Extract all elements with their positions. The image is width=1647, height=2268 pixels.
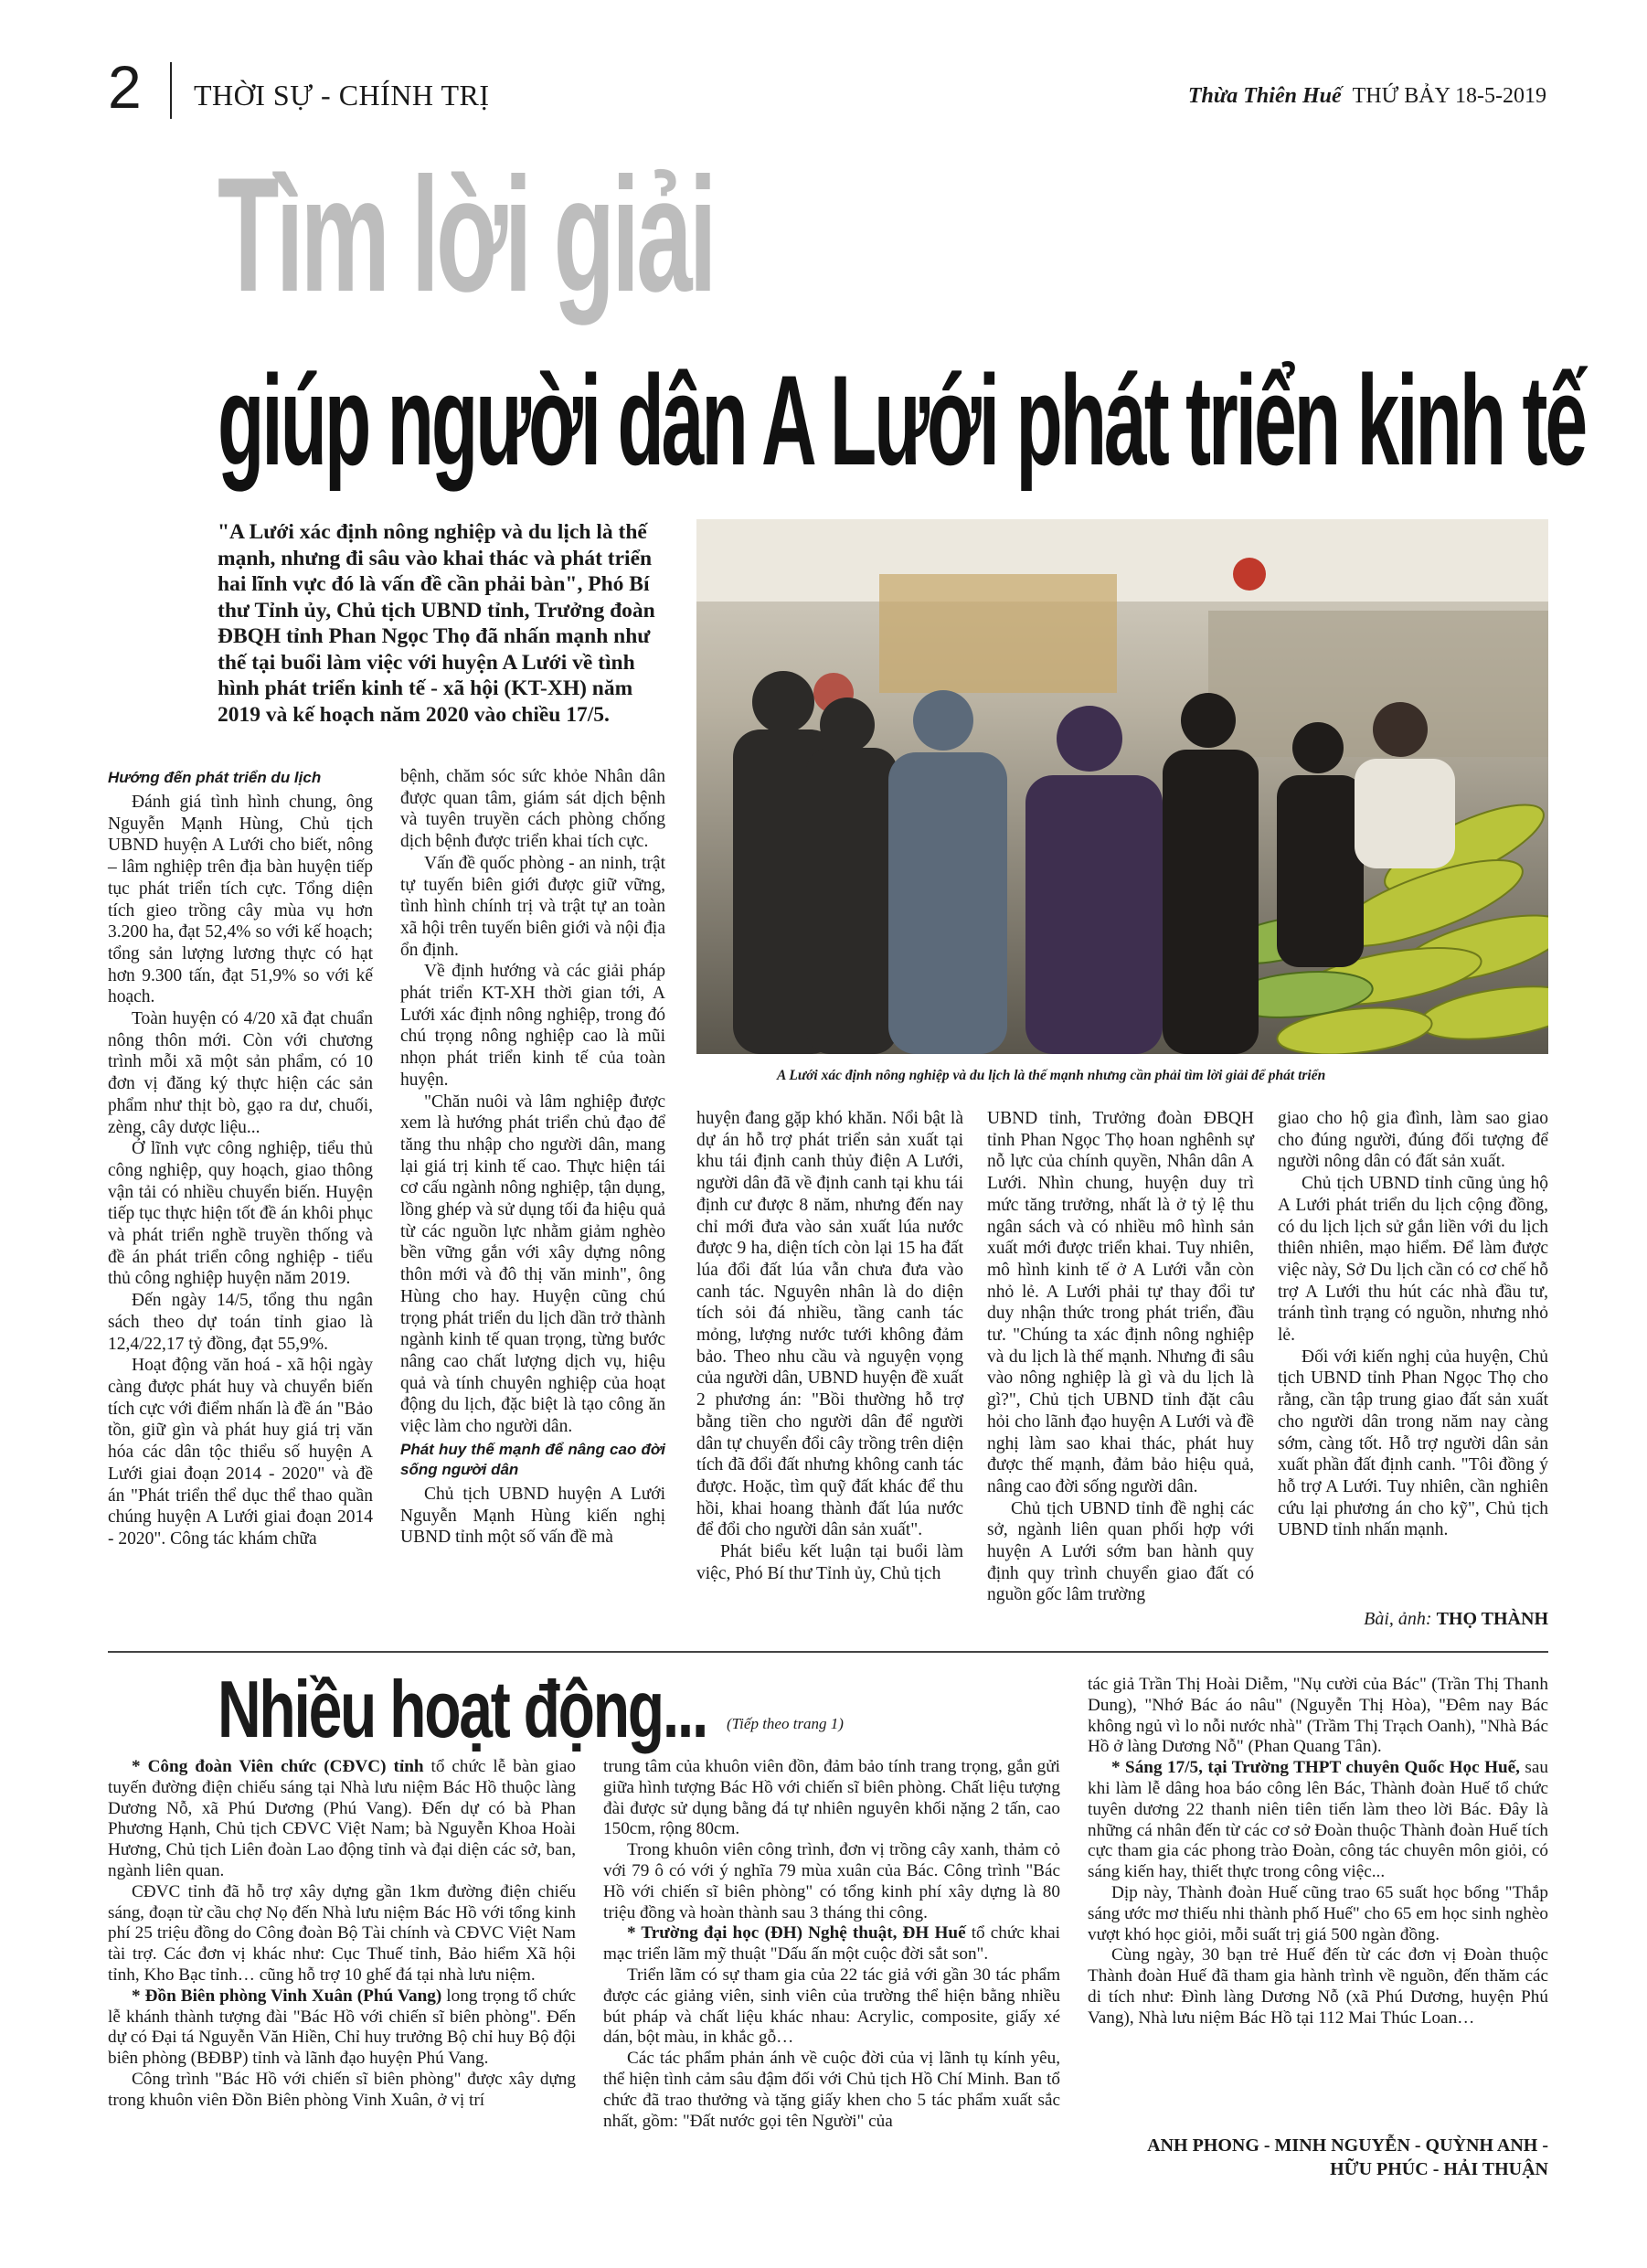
activities-column-2 <box>603 1757 1060 2132</box>
paragraph <box>1088 1945 1548 2028</box>
paragraph-text: Dịp này, Thành đoàn Huế cũng trao 65 suất học bổng "Thắp sáng ước mơ thiếu nhi thành phố Huế" cho 65 em học sinh nghèo vượt khó học giỏi, mỗi suất trị giá 500 ngàn đồng. <box>1088 1882 1548 1944</box>
paragraph: bệnh, chăm sóc sức khỏe Nhân dân được quan tâm, giám sát dịch bệnh và tuyên truyền cách phòng chống dịch bệnh được triển khai tích cực. <box>400 767 665 852</box>
paragraph <box>1088 1883 1548 1945</box>
paragraph-text: tổ chức lễ bàn giao tuyến đường điện chiếu sáng tại Nhà lưu niệm Bác Hồ thuộc làng Dương Nỗ, xã Phú Dương (Phú Vang). Đến dự có bà Phan Phương Hạnh, Chủ tịch CĐVC Việt Nam; bà Nguyễn Khoa Hoài Hương, Chủ tịch Liên đoàn Lao động tỉnh và đại diện các sở, ban, ngành liên quan. <box>108 1757 576 1880</box>
photo-caption: A Lưới xác định nông nghiệp và du lịch là thế mạnh nhưng cần phải tìm lời giải để phát triển <box>777 1068 1326 1083</box>
authors-line-1: ANH PHONG - MINH NGUYỄN - QUỲNH ANH - <box>1147 2135 1548 2156</box>
continued-note: (Tiếp theo trang 1) <box>727 1715 844 1732</box>
paragraph <box>108 2070 576 2112</box>
paragraph <box>1088 1675 1548 1758</box>
subheading-strengths: Phát huy thế mạnh để nâng cao đời sống người dân <box>400 1440 665 1478</box>
paragraph-text: long trọng tổ chức lễ khánh thành tượng đài "Bác Hồ với chiến sĩ biên phòng". Đến dự có Đại tá Nguyễn Văn Hiền, Chỉ huy trưởng Bộ chỉ huy Bộ đội biên phòng (BĐBP) tỉnh và lãnh đạo huyện Phú Vang. <box>108 1986 576 2069</box>
paragraph: Hoạt động văn hoá - xã hội ngày càng được phát huy và chuyển biến tích cực với điểm nhấn là đề án "Bảo tồn, giữ gìn và phát huy giá trị văn hóa các dân tộc thiểu số huyện A Lưới giai đoạn 2014 - 2020" và đề án "Phát triển thể dục thể thao quần chúng huyện A Lưới giai đoạn 2014 - 2020". Công tác khám chữa <box>108 1356 373 1549</box>
paragraph-text: Triển lãm có sự tham gia của 22 tác giả với gần 30 tác phẩm được các giảng viên, sinh viên của trường thể hiện bằng nhiều bút pháp và chất liệu khác nhau: Acrylic, composite, giấy xé dán, bột màu, in khắc gỗ… <box>603 1965 1060 2048</box>
paper-name: Thừa Thiên Huế <box>1187 84 1342 108</box>
article-column-2 <box>400 766 665 1549</box>
paragraph: Phát biểu kết luận tại buổi làm việc, Phó Bí thư Tỉnh ủy, Chủ tịch <box>696 1542 963 1583</box>
paragraph <box>108 1882 576 1986</box>
article-divider <box>108 1651 1548 1653</box>
paragraph: Chủ tịch UBND huyện A Lưới Nguyễn Mạnh Hùng kiến nghị UBND tỉnh một số vấn đề mà <box>400 1484 665 1548</box>
article-column-5 <box>1278 1108 1548 1541</box>
headline-line1: Tìm lời giải <box>218 144 714 325</box>
activities-column-3 <box>1088 1675 1548 2029</box>
paragraph <box>1088 1758 1548 1883</box>
paragraph-text: CĐVC tỉnh đã hỗ trợ xây dựng gần 1km đường điện chiếu sáng, đoạn từ cầu chợ Nọ đến Nhà lưu niệm Bác Hồ với tổng kinh phí 25 triệu đồng do Công đoàn Bộ Tài chính và CĐVC Việt Nam tài trợ. Các đơn vị khác như: Cục Thuế tỉnh, Bảo hiểm Xã hội tỉnh, Kho Bạc tỉnh… cũng hỗ trợ 10 ghế đá tại nhà lưu niệm. <box>108 1881 576 1985</box>
paragraph: UBND tỉnh, Trưởng đoàn ĐBQH tỉnh Phan Ngọc Thọ hoan nghênh sự nỗ lực của chính quyền, Nhân dân A Lưới. Nhìn chung, huyện duy trì mức tăng trưởng, nhất là ở tỷ lệ thu ngân sách và có nhiều mô hình sản xuất mới được triển khai. Tuy nhiên, mô hình kinh tế ở A Lưới vẫn còn nhỏ lẻ. A Lưới phải tự thay đổi tư duy nhận thức trong phát triển, đầu tư. "Chúng ta xác định nông nghiệp và du lịch là thế mạnh. Nhưng đi sâu vào nông nghiệp là gì và du lịch là gì?", Chủ tịch UBND tỉnh đặt câu hỏi cho lãnh đạo huyện A Lưới và đề nghị làm sao khai thác, phát huy được thế mạnh, đảm bảo hiệu quả, nâng cao đời sống người dân. <box>987 1109 1254 1496</box>
activities-column-1 <box>108 1757 576 2112</box>
activities-authors <box>1147 2134 1548 2181</box>
article-column-1 <box>108 766 373 1550</box>
paragraph-text: trung tâm của khuôn viên đồn, đảm bảo tính trang trọng, gắn gửi giữa hình tượng Bác Hồ với chiến sĩ biên phòng. Chất liệu tượng đài được sử dụng bằng đá tự nhiên nguyên khối nặng 2 tấn, cao 150cm, rộng 80cm. <box>603 1757 1060 1839</box>
paragraph <box>603 1840 1060 1923</box>
headline-activities: Nhiều hoạt động... <box>218 1664 707 1754</box>
market-scene-illustration <box>696 519 1548 1054</box>
article-sapo: "A Lưới xác định nông nghiệp và du lịch là thế mạnh, nhưng đi sâu vào khai thác và phát triển hai lĩnh vực đó là vấn đề cần phải bàn", Phó Bí thư Tỉnh ủy, Chủ tịch UBND tỉnh, Trưởng đoàn ĐBQH tỉnh Phan Ngọc Thọ đã nhấn mạnh như thế tại buổi làm việc với huyện A Lưới về tình hình phát triển kinh tế - xã hội (KT-XH) năm 2019 và kế hoạch năm 2020 vào chiều 17/5. <box>218 520 655 727</box>
paragraph-lead: * Sáng 17/5, tại Trường THPT chuyên Quốc Học Huế, <box>1111 1758 1520 1778</box>
article-column-4 <box>987 1108 1254 1606</box>
masthead <box>1188 84 1546 109</box>
byline-author: THỌ THÀNH <box>1436 1609 1548 1629</box>
paragraph <box>603 2049 1060 2132</box>
paragraph-text: Công trình "Bác Hồ với chiến sĩ biên phòng" được xây dựng trong khuôn viên Đồn Biên phòng Vinh Xuân, ở vị trí <box>108 2069 576 2110</box>
paragraph: "Chăn nuôi và lâm nghiệp được xem là hướng phát triển chủ đạo để tăng thu nhập cho người dân, mang lại giá trị kinh tế cao. Thực hiện tái cơ cấu ngành nông nghiệp, tận dụng, lồng ghép và sử dụng tối đa hiệu quả từ các nguồn lực nhằm giảm nghèo bền vững gắn với xây dựng nông thôn mới và đô thị văn minh", ông Hùng cho hay. Huyện cũng chú trọng phát triển du lịch dần trở thành ngành kinh tế quan trọng, từng bước nâng cao chất lượng dịch vụ, hiệu quả và tính chuyên nghiệp của hoạt động du lịch, đặc biệt là tạo công ăn việc làm cho người dân. <box>400 1091 665 1437</box>
byline-prefix: Bài, ảnh: <box>1364 1609 1432 1629</box>
paragraph: Chủ tịch UBND tỉnh đề nghị các sở, ngành liên quan phối hợp với huyện A Lưới sớm ban hành quy định quy trình chuyển giao đất có nguồn gốc lâm trường <box>987 1498 1254 1605</box>
paragraph: Đến ngày 14/5, tổng thu ngân sách theo dự toán tỉnh giao là 12,4/22,17 tỷ đồng, đạt 55,9%. <box>108 1291 373 1354</box>
article-photo <box>696 519 1548 1054</box>
subheading-tourism: Hướng đến phát triển du lịch <box>108 769 322 786</box>
paragraph <box>603 1923 1060 1965</box>
page-number: 2 <box>108 53 142 121</box>
paragraph-text: Các tác phẩm phản ánh về cuộc đời của vị lãnh tụ kính yêu, thể hiện tình cảm sâu đậm đối với Chủ tịch Hồ Chí Minh. Ban tổ chức đã trao thưởng và tặng giấy khen cho 5 tác phẩm xuất sắc nhất, gồm: "Đất nước gọi tên Người" của <box>603 2049 1060 2131</box>
paragraph-text: Cùng ngày, 30 bạn trẻ Huế đến từ các đơn vị Đoàn thuộc Thành đoàn Huế đã tham gia hành trình về nguồn, đến thăm các di tích như: Đình làng Dương Nỗ (xã Phú Dương, huyện Phú Vang), Nhà lưu niệm Bác Hồ tại 112 Mai Thúc Loan… <box>1088 1945 1548 2028</box>
paragraph-text: Trong khuôn viên công trình, đơn vị trồng cây xanh, thảm cỏ với 79 ô có với ý nghĩa 79 mùa xuân của Bác. Công trình "Bác Hồ với chiến sĩ biên phòng" có tổng kinh phí xây dựng là 80 triệu đồng và hoàn thành sau 3 tháng thi công. <box>603 1840 1060 1922</box>
article-column-3 <box>696 1108 963 1584</box>
paragraph-text: tác giả Trần Thị Hoài Diễm, "Nụ cười của Bác" (Trần Thị Thanh Dung), "Nhớ Bác áo nâu" (Nguyễn Thị Hòa), "Đêm nay Bác không ngủ vì lo nỗi nước nhà" (Trầm Thị Trạch Oanh), "Nhà Bác Hồ ở làng Dương Nỗ" (Phan Quang Tân). <box>1088 1675 1548 1757</box>
paragraph-text: tổ chức khai mạc triển lãm mỹ thuật "Dấu ấn một cuộc đời sắt son". <box>603 1923 1060 1965</box>
paragraph-lead: * Đồn Biên phòng Vinh Xuân (Phú Vang) <box>132 1986 442 2006</box>
headline-line2: giúp người dân A Lưới phát triển kinh tế <box>218 348 1586 492</box>
paragraph: Vấn đề quốc phòng - an ninh, trật tự tuyến biên giới được giữ vững, tình hình chính trị và trật tự an toàn xã hội trên tuyến biên giới và nội địa ổn định. <box>400 853 665 960</box>
issue-date: THỨ BẢY 18-5-2019 <box>1352 84 1546 108</box>
paragraph <box>108 1986 576 2070</box>
paragraph: Đối với kiến nghị của huyện, Chủ tịch UBND tỉnh Phan Ngọc Thọ cho rằng, cần tập trung giao đất sản xuất cho người dân trong năm nay càng sớm, càng tốt. Hỗ trợ người dân sản xuất phần đất định canh. "Tôi đồng ý hỗ trợ A Lưới. Tuy nhiên, cần nghiên cứu lại phương án cho kỹ", Chủ tịch UBND tỉnh nhấn mạnh. <box>1278 1347 1548 1540</box>
paragraph-lead: * Công đoàn Viên chức (CĐVC) tỉnh <box>132 1757 424 1776</box>
byline <box>1364 1609 1548 1630</box>
paragraph: huyện đang gặp khó khăn. Nổi bật là dự án hỗ trợ phát triển sản xuất tại khu tái định canh thủy điện A Lưới, người dân đã về định canh tại khu tái định cư được 8 năm, nhưng đến nay chỉ mới đưa vào sản xuất lúa nước được 9 ha, diện tích còn lại 15 ha đất lúa đổi đất lúa vẫn chưa đưa vào canh tác. Nguyên nhân là do diện tích sỏi đá nhiều, tầng canh tác mỏng, lượng nước tưới không đảm bảo. Theo nhu cầu và nguyện vọng của người dân, UBND huyện đề xuất 2 phương án: "Bồi thường hỗ trợ bằng tiền cho người dân để người dân tự chuyển đổi cây trồng trên diện tích đã đổi đất nhưng không canh tác được. Hoặc, tìm quỹ đất khác để thu hồi, khai hoang thành đất lúa nước để đổi cho người dân sản xuất". <box>696 1109 963 1540</box>
paragraph: giao cho hộ gia đình, làm sao giao cho đúng người, đúng đối tượng để người nông dân có đất sản xuất. <box>1278 1109 1548 1172</box>
paragraph: Về định hướng và các giải pháp phát triển KT-XH thời gian tới, A Lưới xác định nông nghiệp, trong đó chú trọng nông nghiệp cao là mũi nhọn phát triển kinh tế của toàn huyện. <box>400 962 665 1090</box>
paragraph <box>603 1757 1060 1840</box>
paragraph <box>603 1965 1060 2049</box>
authors-line-2: HỮU PHÚC - HẢI THUẬN <box>1330 2159 1548 2179</box>
section-title: THỜI SỰ - CHÍNH TRỊ <box>194 79 490 112</box>
paragraph: Đánh giá tình hình chung, ông Nguyễn Mạnh Hùng, Chủ tịch UBND huyện A Lưới cho biết, nông – lâm nghiệp trên địa bàn huyện tiếp tục phát triển tích cực. Tổng diện tích gieo trồng cây mùa vụ hơn 3.200 ha, đạt 52,4% so với kế hoạch; tổng sản lượng lương thực có hạt hơn 9.300 tấn, đạt 51,9% so với kế hoạch. <box>108 793 373 1007</box>
paragraph <box>108 1757 576 1882</box>
paragraph-text: sau khi làm lễ dâng hoa báo công lên Bác, Thành đoàn Huế tổ chức tuyên dương 22 thanh niên tiên tiến làm theo lời Bác. Đây là những cá nhân đến từ các cơ sở Đoàn thuộc Thành đoàn Huế tích cực tham gia các phong trào Đoàn, công tác chuyên môn giỏi, có sáng kiến hay, thiết thực trong công việc... <box>1088 1758 1548 1882</box>
header-divider <box>170 62 172 119</box>
paragraph-lead: * Trường đại học (ĐH) Nghệ thuật, ĐH Huế <box>627 1923 966 1943</box>
paragraph: Chủ tịch UBND tỉnh cũng ủng hộ A Lưới phát triển du lịch cộng đồng, có du lịch lịch sử gắn liền với du lịch thiên nhiên, mạo hiểm. Để làm được việc này, Sở Du lịch cần có cơ chế hỗ trợ A Lưới thu hút các nhà đầu tư, tránh tình trạng có nguồn, nhưng nhỏ lẻ. <box>1278 1174 1548 1346</box>
paragraph: Toàn huyện có 4/20 xã đạt chuẩn nông thôn mới. Còn với chương trình mỗi xã một sản phẩm, có 10 đơn vị đăng ký thực hiện các sản phẩm như thịt bò, gạo ra dư, chuối, zèng, cây dược liệu... <box>108 1009 373 1137</box>
paragraph: Ở lĩnh vực công nghiệp, tiểu thủ công nghiệp, quy hoạch, giao thông vận tải có nhiều chuyển biến. Huyện tiếp tục thực hiện tốt đề án khôi phục và phát triển nghề truyền thống và đề án phát triển công nghiệp - tiểu thủ công nghiệp huyện năm 2019. <box>108 1139 373 1289</box>
